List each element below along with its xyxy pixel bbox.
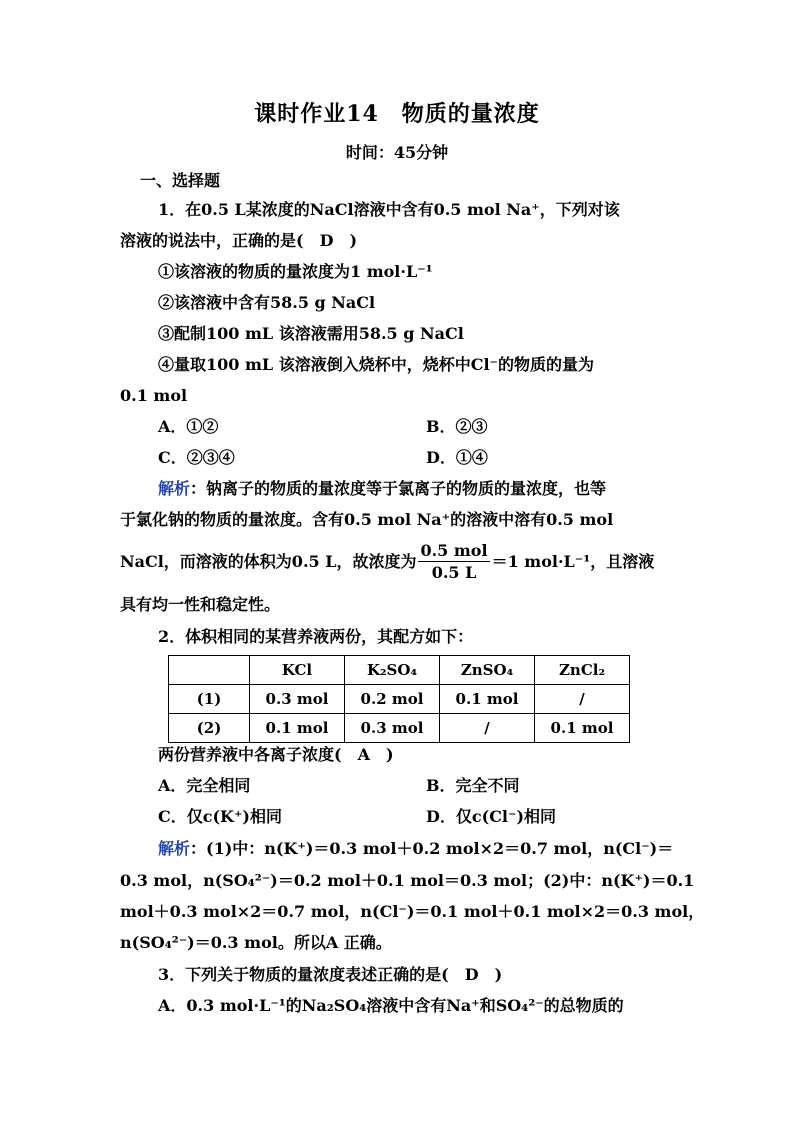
table-header-row	[169, 656, 630, 685]
q2-analysis-line2: 0.3 mol，n(SO₄²⁻)＝0.2 mol＋0.1 mol＝0.3 mol；(2)中：n(K⁺)＝0.1	[120, 871, 695, 890]
table-cell: 0.3 mol	[345, 714, 440, 743]
q1-analysis-label: 解析	[158, 479, 191, 498]
q1-statement-4-line1: ④量取100 mL 该溶液倒入烧杯中，烧杯中Cl⁻的物质的量为	[158, 355, 594, 374]
q2-stem: 2．体积相同的某营养液两份，其配方如下：	[158, 627, 474, 646]
q1-analysis-line3	[120, 540, 654, 584]
q1-statement-4-line2: 0.1 mol	[120, 386, 188, 405]
q2-analysis-text1: ：(1)中：n(K⁺)＝0.3 mol＋0.2 mol×2＝0.7 mol，n(Cl⁻)＝	[190, 839, 674, 858]
page-title: 课时作业14 物质的量浓度	[254, 101, 540, 127]
q1-analysis-line4: 具有均一性和稳定性。	[120, 595, 281, 614]
table-cell: /	[440, 714, 535, 743]
q1-analysis-text3-pre: NaCl，而溶液的体积为0.5 L，故浓度为	[120, 552, 417, 571]
q2-analysis-line3: mol＋0.3 mol×2＝0.7 mol，n(Cl⁻)＝0.1 mol＋0.1 mol×2＝0.3 mol，	[120, 902, 705, 921]
q3-stem: 3．下列关于物质的量浓度表述正确的是( D )	[158, 965, 503, 984]
q1-statement-2: ②该溶液中含有58.5 g NaCl	[158, 293, 376, 312]
table-cell: 0.1 mol	[440, 685, 535, 714]
table-cell: 0.2 mol	[345, 685, 440, 714]
q1-statement-1: ①该溶液的物质的量浓度为1 mol·L⁻¹	[158, 262, 433, 281]
q3-option-a: A．0.3 mol·L⁻¹的Na₂SO₄溶液中含有Na⁺和SO₄²⁻的总物质的	[158, 996, 624, 1015]
concentration-fraction	[418, 541, 489, 584]
table-header-cell: K₂SO₄	[345, 656, 440, 685]
q2-option-a: A．完全相同	[158, 776, 251, 795]
q2-analysis-line4: n(SO₄²⁻)＝0.3 mol。所以A 正确。	[120, 933, 392, 952]
q2-analysis-label: 解析	[158, 839, 191, 858]
q2-option-c: C．仅c(K⁺)相同	[158, 807, 282, 826]
q1-option-d: D．①④	[426, 448, 488, 467]
q2-option-d: D．仅c(Cl⁻)相同	[426, 807, 557, 826]
q1-analysis-line1	[158, 478, 606, 500]
q2-option-b: B．完全不同	[426, 776, 520, 795]
time-limit: 时间：45分钟	[345, 143, 449, 162]
table-cell: 0.1 mol	[250, 714, 345, 743]
nutrient-formula-table	[168, 655, 630, 743]
table-header-cell: ZnCl₂	[535, 656, 630, 685]
table-header-cell: ZnSO₄	[440, 656, 535, 685]
section-heading: 一、选择题	[140, 171, 221, 190]
table-cell: 0.1 mol	[535, 714, 630, 743]
q1-stem-line2: 溶液的说法中，正确的是( D )	[120, 231, 358, 250]
q1-analysis-text3-post: ＝1 mol·L⁻¹，且溶液	[491, 552, 655, 571]
fraction-denominator: 0.5 L	[431, 563, 477, 582]
q1-statement-3: ③配制100 mL 该溶液需用58.5 g NaCl	[158, 324, 464, 343]
table-cell: (2)	[169, 714, 250, 743]
table-header-cell	[169, 656, 250, 685]
table-cell: 0.3 mol	[250, 685, 345, 714]
q1-option-a: A．①②	[158, 417, 219, 436]
q2-analysis-line1	[158, 838, 673, 860]
table-cell: (1)	[169, 685, 250, 714]
fraction-numerator: 0.5 mol	[420, 541, 488, 560]
q2-question: 两份营养液中各离子浓度( A )	[158, 745, 394, 764]
table-header-cell: KCl	[250, 656, 345, 685]
table-row	[169, 685, 630, 714]
table-cell: /	[535, 685, 630, 714]
q1-option-c: C．②③④	[158, 448, 235, 467]
q1-option-b: B．②③	[426, 417, 488, 436]
q1-stem-line1: 1．在0.5 L某浓度的NaCl溶液中含有0.5 mol Na⁺，下列对该	[158, 200, 620, 219]
q1-analysis-line2: 于氯化钠的物质的量浓度。含有0.5 mol Na⁺的溶液中溶有0.5 mol	[120, 510, 614, 529]
table-row	[169, 714, 630, 743]
q1-analysis-text1: ：钠离子的物质的量浓度等于氯离子的物质的量浓度，也等	[190, 479, 607, 498]
